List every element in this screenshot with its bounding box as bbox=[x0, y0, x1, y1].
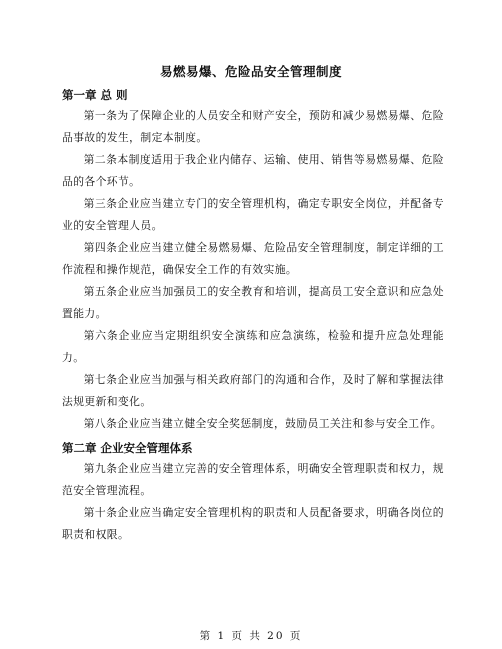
chapter-heading: 第二章 企业安全管理体系 bbox=[62, 441, 193, 455]
page-footer: 第 1 页 共 20 页 bbox=[199, 630, 303, 642]
document-body bbox=[62, 82, 444, 546]
article-paragraph: 第二条本制度适用于我企业内储存、运输、使用、销售等易燃易爆、危险品的各个环节。 bbox=[62, 153, 444, 188]
article-paragraph: 第四条企业应当建立健全易燃易爆、危险品安全管理制度，制定详细的工作流程和操作规范，确保安全工作的有效实施。 bbox=[62, 241, 444, 276]
article-paragraph: 第七条企业应当加强与相关政府部门的沟通和合作，及时了解和掌握法律法规更新和变化。 bbox=[62, 373, 444, 408]
article-paragraph: 第三条企业应当建立专门的安全管理机构，确定专职安全岗位，并配备专业的安全管理人员。 bbox=[62, 197, 444, 232]
article-paragraph: 第一条为了保障企业的人员安全和财产安全，预防和减少易燃易爆、危险品事故的发生，制定本制度。 bbox=[62, 109, 444, 144]
article-paragraph: 第五条企业应当加强员工的安全教育和培训，提高员工安全意识和应急处置能力。 bbox=[62, 285, 444, 320]
chapter-heading: 第一章 总 则 bbox=[62, 88, 128, 102]
article-paragraph: 第八条企业应当建立健全安全奖惩制度，鼓励员工关注和参与安全工作。 bbox=[83, 417, 442, 430]
article-paragraph: 第十条企业应当确定安全管理机构的职责和人员配备要求，明确各岗位的职责和权限。 bbox=[62, 506, 444, 541]
document-title: 易燃易爆、危险品安全管理制度 bbox=[159, 64, 342, 79]
article-paragraph: 第六条企业应当定期组织安全演练和应急演练，检验和提升应急处理能力。 bbox=[62, 329, 444, 364]
article-paragraph: 第九条企业应当建立完善的安全管理体系，明确安全管理职责和权力，规范安全管理流程。 bbox=[62, 462, 444, 497]
